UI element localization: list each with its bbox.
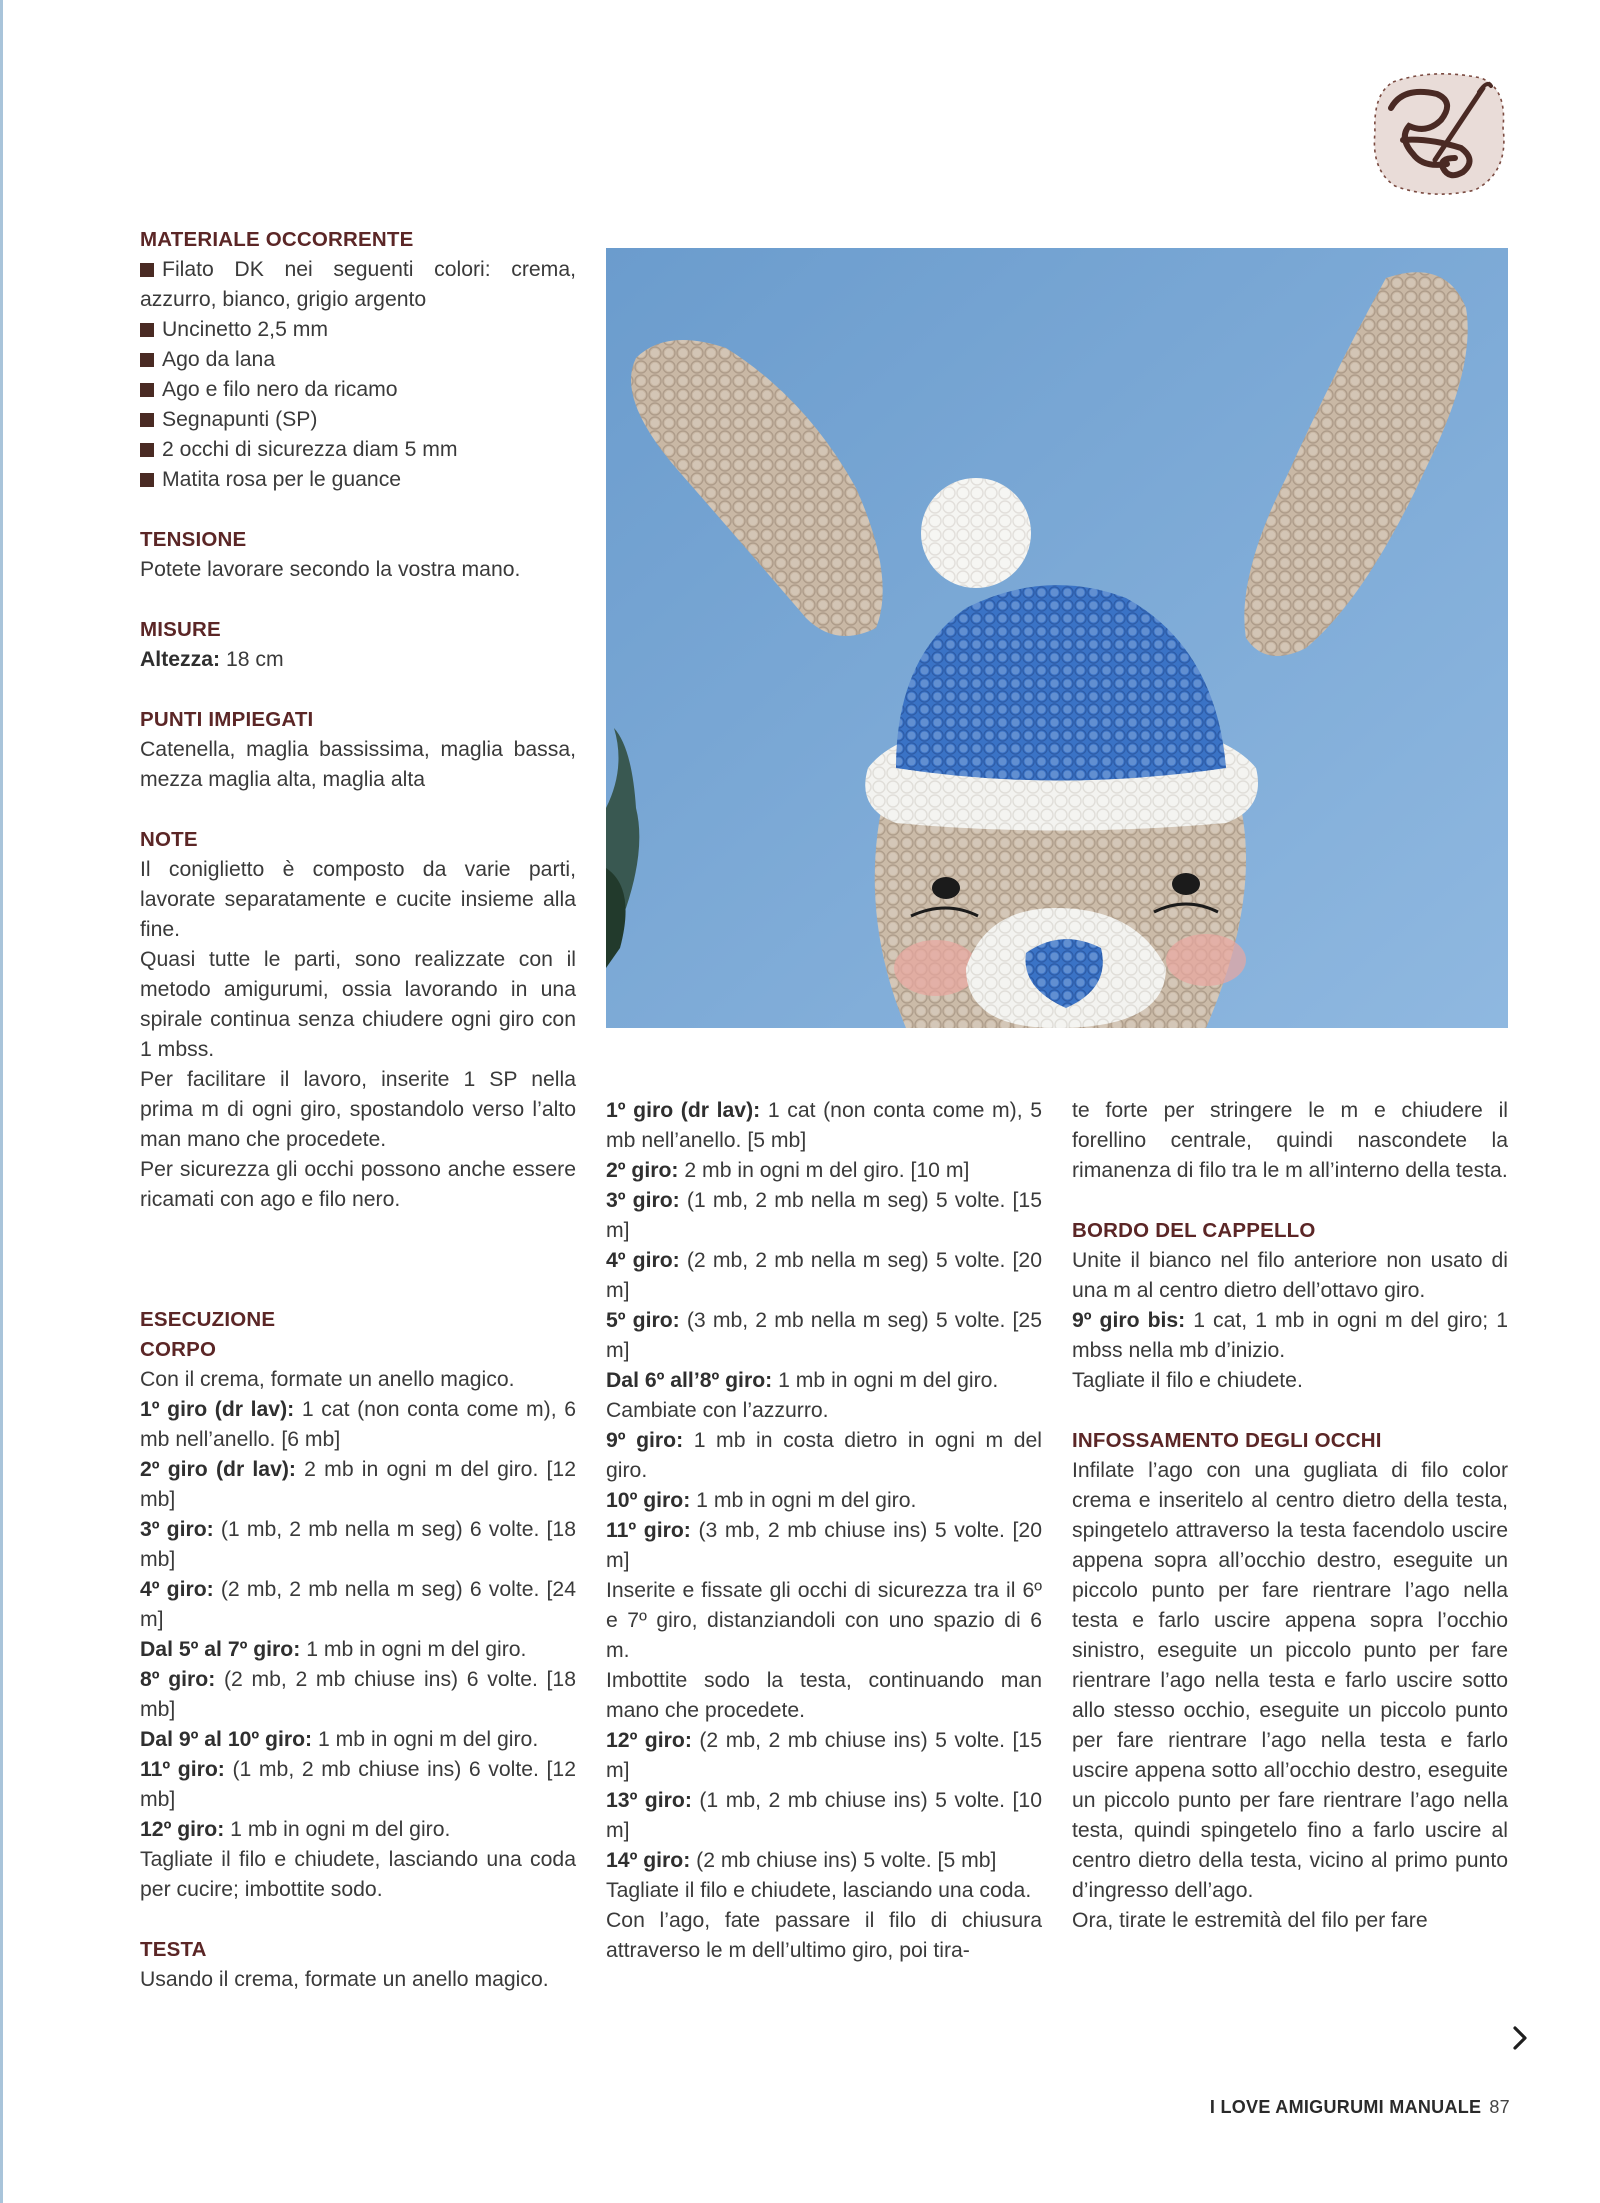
head-row: 14º giro: (2 mb chiuse ins) 5 volte. [5 mb] [606, 1849, 997, 1872]
head-row: 4º giro: (2 mb, 2 mb nella m seg) 5 volte. [20 m] [606, 1249, 1042, 1302]
page-footer [1210, 2097, 1510, 2118]
head-row: Dal 6º all’8º giro: 1 mb in ogni m del giro. [606, 1369, 999, 1392]
body-intro: Con il crema, formate un anello magico. [140, 1368, 515, 1391]
body-row: Dal 9º al 10º giro: 1 mb in ogni m del giro. [140, 1728, 539, 1751]
material-item: 2 occhi di sicurezza diam 5 mm [140, 435, 576, 465]
left-column [140, 225, 576, 1995]
head-row: 9º giro: 1 mb in costa dietro in ogni m del giro. [606, 1429, 1042, 1482]
eyes-insert-text: Inserite e fissate gli occhi di sicurezza tra il 6º e 7º giro, distanziandoli con uno spazio di 6 m. [606, 1579, 1042, 1662]
brim-row: 9º giro bis: 1 cat, 1 mb in ogni m del giro; 1 mbss nella mb d’inizio. [1072, 1309, 1508, 1362]
head-row: 2º giro: 2 mb in ogni m del giro. [10 m] [606, 1159, 970, 1182]
head-row: 13º giro: (1 mb, 2 mb chiuse ins) 5 volte. [10 m] [606, 1789, 1042, 1842]
tension-heading: TENSIONE [140, 528, 247, 551]
note-paragraph: Per sicurezza gli occhi possono anche essere ricamati con ago e filo nero. [140, 1158, 576, 1211]
material-item: Matita rosa per le guance [140, 465, 576, 495]
body-end: Tagliate il filo e chiudete, lasciando una coda per cucire; imbottite sodo. [140, 1848, 576, 1901]
bunny-photo [606, 248, 1508, 1028]
brim-end: Tagliate il filo e chiudete. [1072, 1369, 1303, 1392]
crochet-hook-logo-icon [1363, 68, 1511, 198]
eyes-heading: INFOSSAMENTO DEGLI OCCHI [1072, 1429, 1382, 1452]
size-heading: MISURE [140, 618, 221, 641]
body-row: 3º giro: (1 mb, 2 mb nella m seg) 6 volte. [18 mb] [140, 1518, 576, 1571]
note-paragraph: Quasi tutte le parti, sono realizzate con il metodo amigurumi, ossia lavorando in una spirale continua senza chiudere ogni giro con 1 mbss. [140, 948, 576, 1061]
tension-text: Potete lavorare secondo la vostra mano. [140, 558, 521, 581]
continuation-text: te forte per stringere le m e chiudere il forellino centrale, quindi nascondete la rimanenza di filo tra le m all’interno della testa. [1072, 1099, 1508, 1182]
material-item: Filato DK nei seguenti colori: crema, azzurro, bianco, grigio argento [140, 258, 576, 311]
head-row: 12º giro: (2 mb, 2 mb chiuse ins) 5 volte. [15 m] [606, 1729, 1042, 1782]
right-column [1072, 1096, 1508, 1936]
head-row: 3º giro: (1 mb, 2 mb nella m seg) 5 volte. [15 m] [606, 1189, 1042, 1242]
body-heading: CORPO [140, 1338, 217, 1361]
bullet-square-icon [140, 353, 154, 367]
cut-text: Tagliate il filo e chiudete, lasciando una coda. [606, 1879, 1032, 1902]
note-paragraph: Per facilitare il lavoro, inserite 1 SP nella prima m di ogni giro, spostandolo verso l’alto man mano che procedete. [140, 1068, 576, 1151]
bunny-illustration [606, 248, 1508, 1028]
stitches-heading: PUNTI IMPIEGATI [140, 708, 314, 731]
bullet-square-icon [140, 323, 154, 337]
color-change-text: Cambiate con l’azzurro. [606, 1399, 829, 1422]
body-row: Dal 5º al 7º giro: 1 mb in ogni m del giro. [140, 1638, 527, 1661]
body-row: 8º giro: (2 mb, 2 mb chiuse ins) 6 volte. [18 mb] [140, 1668, 576, 1721]
stuffing-text: Imbottite sodo la testa, continuando man mano che procedete. [606, 1669, 1042, 1722]
head-row: 10º giro: 1 mb in ogni m del giro. [606, 1489, 917, 1512]
body-row: 4º giro: (2 mb, 2 mb nella m seg) 6 volte. [24 m] [140, 1578, 576, 1631]
bullet-square-icon [140, 473, 154, 487]
middle-column [606, 1096, 1042, 1966]
note-paragraph: Il coniglietto è composto da varie parti, lavorate separatamente e cucite insieme alla fine. [140, 858, 576, 941]
body-row: 12º giro: 1 mb in ogni m del giro. [140, 1818, 451, 1841]
material-item: Segnapunti (SP) [140, 405, 576, 435]
last-line: Ora, tirate le estremità del filo per fare [1072, 1909, 1428, 1932]
brim-heading: BORDO DEL CAPPELLO [1072, 1219, 1316, 1242]
head-heading: TESTA [140, 1938, 207, 1961]
chevron-right-icon [1512, 2025, 1528, 2051]
material-item: Uncinetto 2,5 mm [140, 315, 576, 345]
bullet-square-icon [140, 263, 154, 277]
head-intro: Usando il crema, formate un anello magico. [140, 1968, 549, 1991]
material-item: Ago da lana [140, 345, 576, 375]
brim-text: Unite il bianco nel filo anteriore non usato di una m al centro dietro dell’ottavo giro. [1072, 1249, 1508, 1302]
eyes-text: Infilate l’ago con una gugliata di filo color crema e inseritelo al centro dietro della testa, spingetelo attraverso la testa facendolo uscire appena sopra all’occhio destro, eseguite un piccolo punto per fare rientrare l’ago nella testa e farlo uscire appena sopra l’occhio sinistro, eseguite un piccolo punto per fare rientrare l’ago nella testa e farlo uscire sotto allo stesso occhio, eseguite un piccolo punto per fare rientrare l’ago nella testa e farlo uscire appena sotto all’occhio destro, eseguite un piccolo punto per fare rientrare l’ago nella testa, quindi spingetelo fino a farlo uscire al centro dietro della testa, vicino al primo punto d’ingresso dell’ago. [1072, 1459, 1508, 1902]
materials-heading: MATERIALE OCCORRENTE [140, 228, 414, 251]
head-row: 11º giro: (3 mb, 2 mb chiuse ins) 5 volte. [20 m] [606, 1519, 1042, 1572]
notes-heading: NOTE [140, 828, 198, 851]
size-line: Altezza: 18 cm [140, 648, 284, 671]
head-row: 1º giro (dr lav): 1 cat (non conta come m), 5 mb nell’anello. [5 mb] [606, 1099, 1042, 1152]
stitches-text: Catenella, maglia bassissima, maglia bassa, mezza maglia alta, maglia alta [140, 738, 576, 791]
bullet-square-icon [140, 413, 154, 427]
body-row: 11º giro: (1 mb, 2 mb chiuse ins) 6 volte. [12 mb] [140, 1758, 576, 1811]
execution-heading: ESECUZIONE [140, 1308, 276, 1331]
body-row: 1º giro (dr lav): 1 cat (non conta come m), 6 mb nell’anello. [6 mb] [140, 1398, 576, 1451]
needle-text: Con l’ago, fate passare il filo di chiusura attraverso le m dell’ultimo giro, poi tira- [606, 1909, 1042, 1962]
material-item: Ago e filo nero da ricamo [140, 375, 576, 405]
page-edge-line [0, 0, 3, 2203]
magazine-title: I LOVE AMIGURUMI MANUALE [1209, 2097, 1482, 2117]
bullet-square-icon [140, 383, 154, 397]
body-row: 2º giro (dr lav): 2 mb in ogni m del giro. [12 mb] [140, 1458, 576, 1511]
head-row: 5º giro: (3 mb, 2 mb nella m seg) 5 volte. [25 m] [606, 1309, 1042, 1362]
bullet-square-icon [140, 443, 154, 457]
page-number: 87 [1489, 2097, 1510, 2117]
